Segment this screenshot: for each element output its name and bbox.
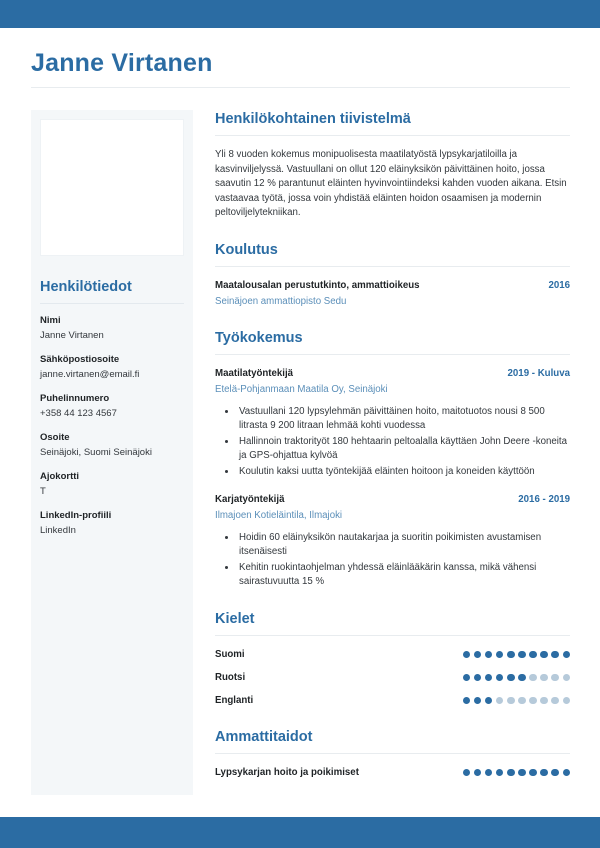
section-title-languages: Kielet <box>215 610 255 627</box>
rating-dot-empty <box>563 674 571 682</box>
skill-rating-list <box>215 754 570 780</box>
entry-subtitle: Etelä-Pohjanmaan Maatila Oy, Seinäjoki <box>215 383 388 395</box>
sidebar-heading-personal-details: Henkilötiedot <box>40 279 132 295</box>
rating-dot-empty <box>496 697 504 705</box>
entry-bullet-list <box>215 531 570 590</box>
rating-row <box>215 766 570 780</box>
rating-dot-filled <box>463 697 471 705</box>
name-header <box>31 48 570 88</box>
rating-dot-filled <box>507 651 515 659</box>
section-languages <box>215 610 570 708</box>
rating-dot-empty <box>540 674 548 682</box>
personal-detail-label: Ajokortti <box>40 471 80 482</box>
personal-detail-field <box>40 392 184 420</box>
rating-dot-filled <box>496 769 504 777</box>
entry-bullet-list <box>215 405 570 479</box>
language-rating-list <box>215 636 570 708</box>
personal-detail-value: Janne Virtanen <box>40 330 104 341</box>
section-experience <box>215 329 570 590</box>
rating-label: Suomi <box>215 648 245 660</box>
rating-dot-filled <box>551 769 559 777</box>
section-education <box>215 241 570 309</box>
rating-dot-empty <box>529 674 537 682</box>
resume-entry <box>215 279 570 309</box>
experience-entry-list <box>215 355 570 590</box>
rating-dot-filled <box>518 674 526 682</box>
section-summary <box>215 110 570 221</box>
personal-detail-field <box>40 509 184 537</box>
entry-subtitle: Ilmajoen Kotieläintila, Ilmajoki <box>215 510 343 521</box>
entry-header <box>215 493 570 507</box>
rating-dot-filled <box>463 651 471 659</box>
rating-dot-filled <box>463 674 471 682</box>
rating-dot-filled <box>540 769 548 777</box>
personal-detail-value: +358 44 123 4567 <box>40 408 117 419</box>
rating-dot-empty <box>563 697 571 705</box>
entry-date: 2016 <box>548 279 570 291</box>
rating-dot-filled <box>496 651 504 659</box>
personal-detail-value: janne.virtanen@email.fi <box>40 369 140 380</box>
rating-dot-filled <box>485 651 493 659</box>
summary-text: Yli 8 vuoden kokemus monipuolisesta maatilatyöstä lypsykarjatiloilla ja kasvinviljelyssä. Vastuullani on ollut 120 eläinyksikön päivittäinen hoito, jossa saavutin 12 % parantunut eläinten hyvinvointiindeksi kahden vuoden aikana. Etsin vastaavaa työtä, jossa voin yhdistää eläinten hoidon osaamisen ja modernin peltoviljelytekniikan. <box>215 149 567 219</box>
rating-dot-filled <box>563 651 571 659</box>
candidate-name: Janne Virtanen <box>31 49 213 77</box>
personal-detail-field <box>40 470 184 498</box>
rating-row <box>215 648 570 662</box>
rating-dot-empty <box>540 697 548 705</box>
rating-dot-filled <box>474 674 482 682</box>
personal-detail-field <box>40 314 184 342</box>
rating-dot-filled <box>474 697 482 705</box>
rating-dot-filled <box>507 769 515 777</box>
sidebar <box>31 110 193 795</box>
resume-body <box>31 110 570 800</box>
personal-detail-label: Sähköpostiosoite <box>40 354 120 365</box>
rating-dot-empty <box>529 697 537 705</box>
rating-row <box>215 671 570 685</box>
rating-dots <box>463 697 570 705</box>
main-column <box>193 110 570 800</box>
rating-row <box>215 694 570 708</box>
rating-dot-filled <box>463 769 471 777</box>
rating-dot-filled <box>485 674 493 682</box>
rating-dot-filled <box>529 651 537 659</box>
entry-title: Karjatyöntekijä <box>215 494 285 505</box>
personal-detail-field <box>40 353 184 381</box>
entry-bullet: • Hallinnoin traktorityöt 180 hehtaarin peltoalalla käyttäen John Deere -koneita ja GPS-ohjattua kylvöä <box>237 435 570 464</box>
rating-dot-filled <box>551 651 559 659</box>
top-accent-bar <box>0 0 600 28</box>
rating-dot-filled <box>485 769 493 777</box>
personal-detail-value: Seinäjoki, Suomi Seinäjoki <box>40 447 152 458</box>
rating-dot-filled <box>540 651 548 659</box>
section-title-education: Koulutus <box>215 241 278 258</box>
personal-detail-label: Puhelinnumero <box>40 393 110 404</box>
personal-detail-field <box>40 431 184 459</box>
rating-dot-filled <box>518 769 526 777</box>
section-title-experience: Työkokemus <box>215 329 303 346</box>
rating-dot-filled <box>496 674 504 682</box>
resume-entry <box>215 367 570 479</box>
personal-detail-value: LinkedIn <box>40 525 76 536</box>
entry-bullet: • Koulutin kaksi uutta työntekijää eläinten hoitoon ja koneiden käyttöön <box>237 465 570 479</box>
section-title-skills: Ammattitaidot <box>215 728 313 745</box>
sidebar-heading-divider <box>40 303 184 304</box>
rating-dot-filled <box>518 651 526 659</box>
entry-date: 2019 - Kuluva <box>507 367 570 379</box>
rating-dot-empty <box>518 697 526 705</box>
section-title-summary: Henkilökohtainen tiivistelmä <box>215 111 411 127</box>
photo-placeholder <box>40 119 184 256</box>
education-entry-list <box>215 267 570 309</box>
rating-dot-filled <box>474 651 482 659</box>
rating-label: Lypsykarjan hoito ja poikimiset <box>215 766 359 778</box>
personal-detail-label: Osoite <box>40 432 70 443</box>
rating-label: Englanti <box>215 694 254 706</box>
rating-dot-empty <box>551 697 559 705</box>
name-divider <box>31 87 570 88</box>
personal-detail-label: Nimi <box>40 315 61 326</box>
bottom-accent-bar <box>0 817 600 848</box>
rating-dot-filled <box>507 674 515 682</box>
personal-detail-value: T <box>40 486 46 497</box>
rating-dot-filled <box>529 769 537 777</box>
rating-dot-filled <box>474 769 482 777</box>
rating-label: Ruotsi <box>215 671 246 683</box>
personal-detail-label: LinkedIn-profiili <box>40 510 112 521</box>
entry-header <box>215 279 570 293</box>
rating-dot-filled <box>563 769 571 777</box>
entry-title: Maatilatyöntekijä <box>215 367 294 379</box>
entry-bullet: • Hoidin 60 eläinyksikön nautakarjaa ja suoritin poikimisten avustamisen itsenäisesti <box>237 531 570 560</box>
resume-entry <box>215 493 570 590</box>
entry-bullet: • Vastuullani 120 lypsylehmän päivittäinen hoito, maitotuotos nousi 8 500 litrasta 9 200 litraan lehmää kohti vuodessa <box>237 405 570 434</box>
rating-dot-empty <box>551 674 559 682</box>
entry-bullet: • Kehitin ruokintaohjelman yhdessä eläinlääkärin kanssa, mikä vähensi sairastuvuutta 15 % <box>237 561 570 590</box>
entry-subtitle: Seinäjoen ammattiopisto Sedu <box>215 295 347 307</box>
rating-dot-filled <box>485 697 493 705</box>
rating-dots <box>463 769 570 777</box>
rating-dots <box>463 674 570 682</box>
rating-dot-empty <box>507 697 515 705</box>
entry-header <box>215 367 570 381</box>
entry-title: Maatalousalan perustutkinto, ammattioikeus <box>215 279 420 291</box>
personal-details-list <box>40 314 184 537</box>
rating-dots <box>463 651 570 659</box>
section-skills <box>215 728 570 780</box>
entry-date: 2016 - 2019 <box>518 494 570 505</box>
